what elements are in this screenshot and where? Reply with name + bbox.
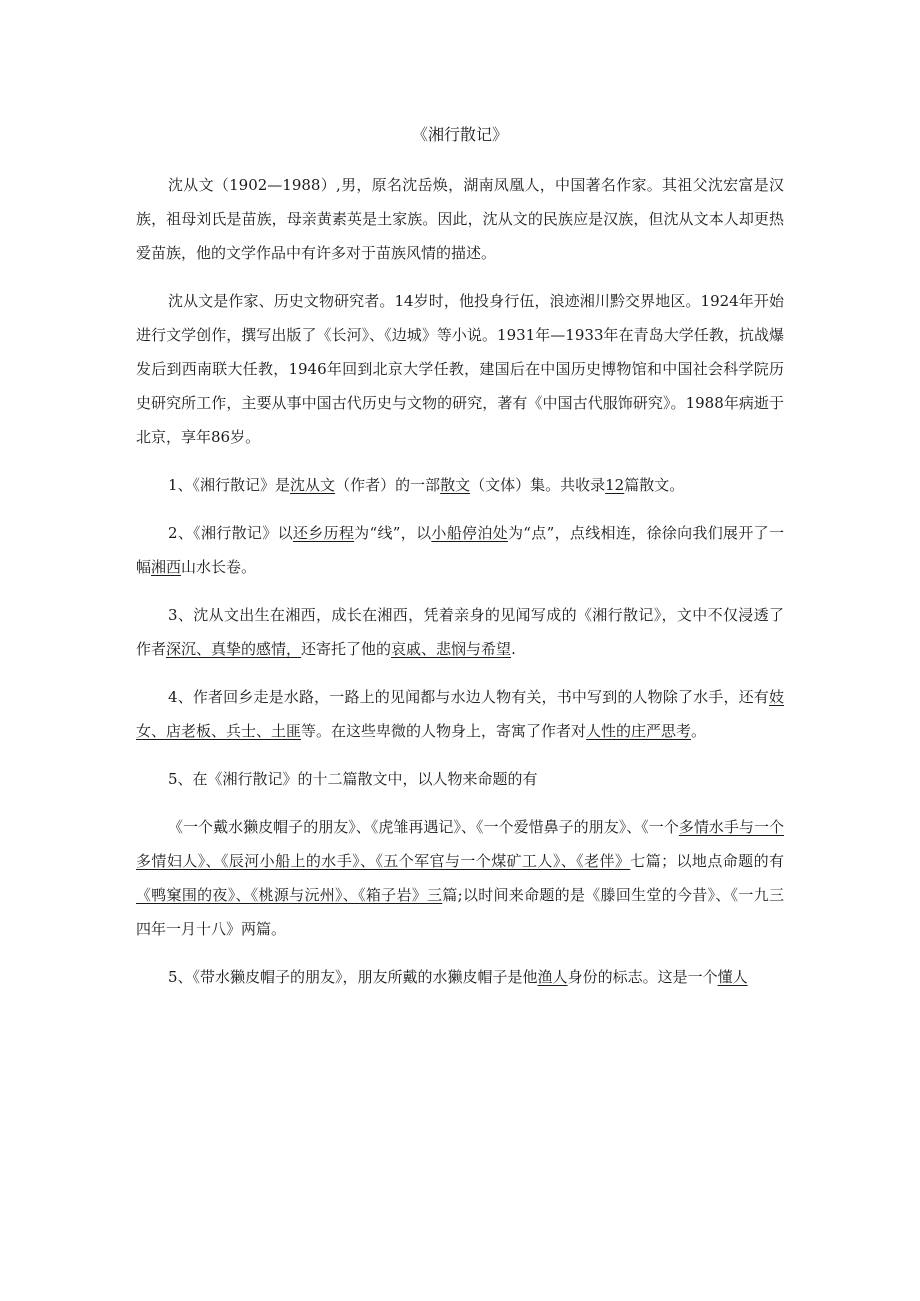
question-4 — [136, 680, 784, 748]
document-title: 《湘行散记》 — [411, 125, 508, 144]
text-segment: 2、《湘行散记》以 — [168, 524, 293, 542]
text-segment: 为“线”，以 — [354, 524, 432, 542]
answer-blank: 沈从文 — [290, 476, 336, 494]
question-6 — [136, 960, 784, 994]
text-segment: 1、《湘行散记》是 — [168, 476, 291, 494]
answer-blank: 多情水手与一个多情妇人》、《辰河小船上的水手》、《五个军官与一个煤矿工人》、《老伴》 — [136, 818, 784, 870]
text-segment: 3、沈从文出生在湘西，成长在湘西，凭着亲身的见闻写成的《湘行散记》，文中不仅浸透了作者 — [136, 606, 784, 658]
text-segment: 5、在《湘行散记》的十二篇散文中，以人物来命题的有 — [168, 770, 538, 788]
answer-blank: 妓女、店老板、兵士、土匪 — [136, 688, 784, 740]
answer-blank: 人性的庄严思考 — [586, 722, 692, 740]
question-3 — [136, 598, 784, 666]
bio-paragraph-1: 沈从文（1902—1988）,男，原名沈岳焕，湖南凤凰人，中国著名作家。其祖父沈宏富是汉族，祖母刘氏是苗族，母亲黄素英是土家族。因此，沈从文的民族应是汉族，但沈从文本人却更热爱苗族，他的文学作品中有许多对于苗族风情的描述。 — [136, 176, 784, 262]
answer-blank: 懂人 — [717, 968, 748, 986]
text-segment: 篇;以时间来命题的是《滕回生堂的今昔》、《一九三四年一月十八》两篇。 — [136, 886, 784, 938]
answer-blank: 哀戚、悲悯与希望 — [391, 640, 512, 658]
text-segment: 等。在这些卑微的人物身上，寄寓了作者对 — [301, 722, 587, 740]
answer-blank: 散文 — [440, 476, 471, 494]
answer-blank: 湘西 — [151, 558, 182, 576]
answer-blank: 渔人 — [537, 968, 568, 986]
text-segment: （文体）集。共收录 — [470, 476, 606, 494]
text-segment: 《一个戴水獭皮帽子的朋友》、《虎雏再遇记》、《一个爱惜鼻子的朋友》、《一个 — [168, 818, 679, 836]
text-segment: 4、作者回乡走是水路，一路上的见闻都与水边人物有关，书中写到的人物除了水手，还有 — [168, 688, 769, 706]
answer-blank: 还乡历程 — [292, 524, 355, 542]
answer-blank: 小船停泊处 — [431, 524, 508, 542]
answer-blank: 《鸭窠围的夜》、《桃源与沅州》、《箱子岩》三 — [136, 886, 443, 904]
text-segment: 。 — [691, 722, 707, 740]
text-segment: 山水长卷。 — [181, 558, 257, 576]
document-body — [136, 168, 784, 1008]
text-segment: 为“点”，点线相连，徐徐向我们展开了一幅 — [136, 524, 784, 576]
text-segment: 七篇；以地点命题的有 — [630, 852, 784, 870]
text-segment: 身份的标志。这是一个 — [567, 968, 718, 986]
bio-paragraph-2: 沈从文是作家、历史文物研究者。14岁时，他投身行伍，浪迹湘川黔交界地区。1924年开始进行文学创作，撰写出版了《长河》、《边城》等小说。1931年—1933年在青岛大学任教，抗战爆发后到西南联大任教，1946年回到北京大学任教，建国后在中国历史博物馆和中国社会科学院历史研究所工作，主要从事中国古代历史与文物的研究，著有《中国古代服饰研究》。1988年病逝于北京，享年86岁。 — [136, 292, 784, 446]
question-5 — [136, 762, 784, 796]
text-segment: 5、《带水獭皮帽子的朋友》，朋友所戴的水獭皮帽子是他 — [168, 968, 538, 986]
question-5-answer — [136, 810, 784, 946]
question-1 — [136, 468, 784, 502]
text-segment: . — [511, 640, 516, 658]
text-segment: （作者）的一部 — [335, 476, 441, 494]
question-2 — [136, 516, 784, 584]
text-segment: 还寄托了他的 — [301, 640, 392, 658]
text-segment: 篇散文。 — [624, 476, 685, 494]
answer-blank: 12 — [605, 476, 625, 494]
answer-blank: 深沉、真挚的感情， — [166, 640, 302, 658]
